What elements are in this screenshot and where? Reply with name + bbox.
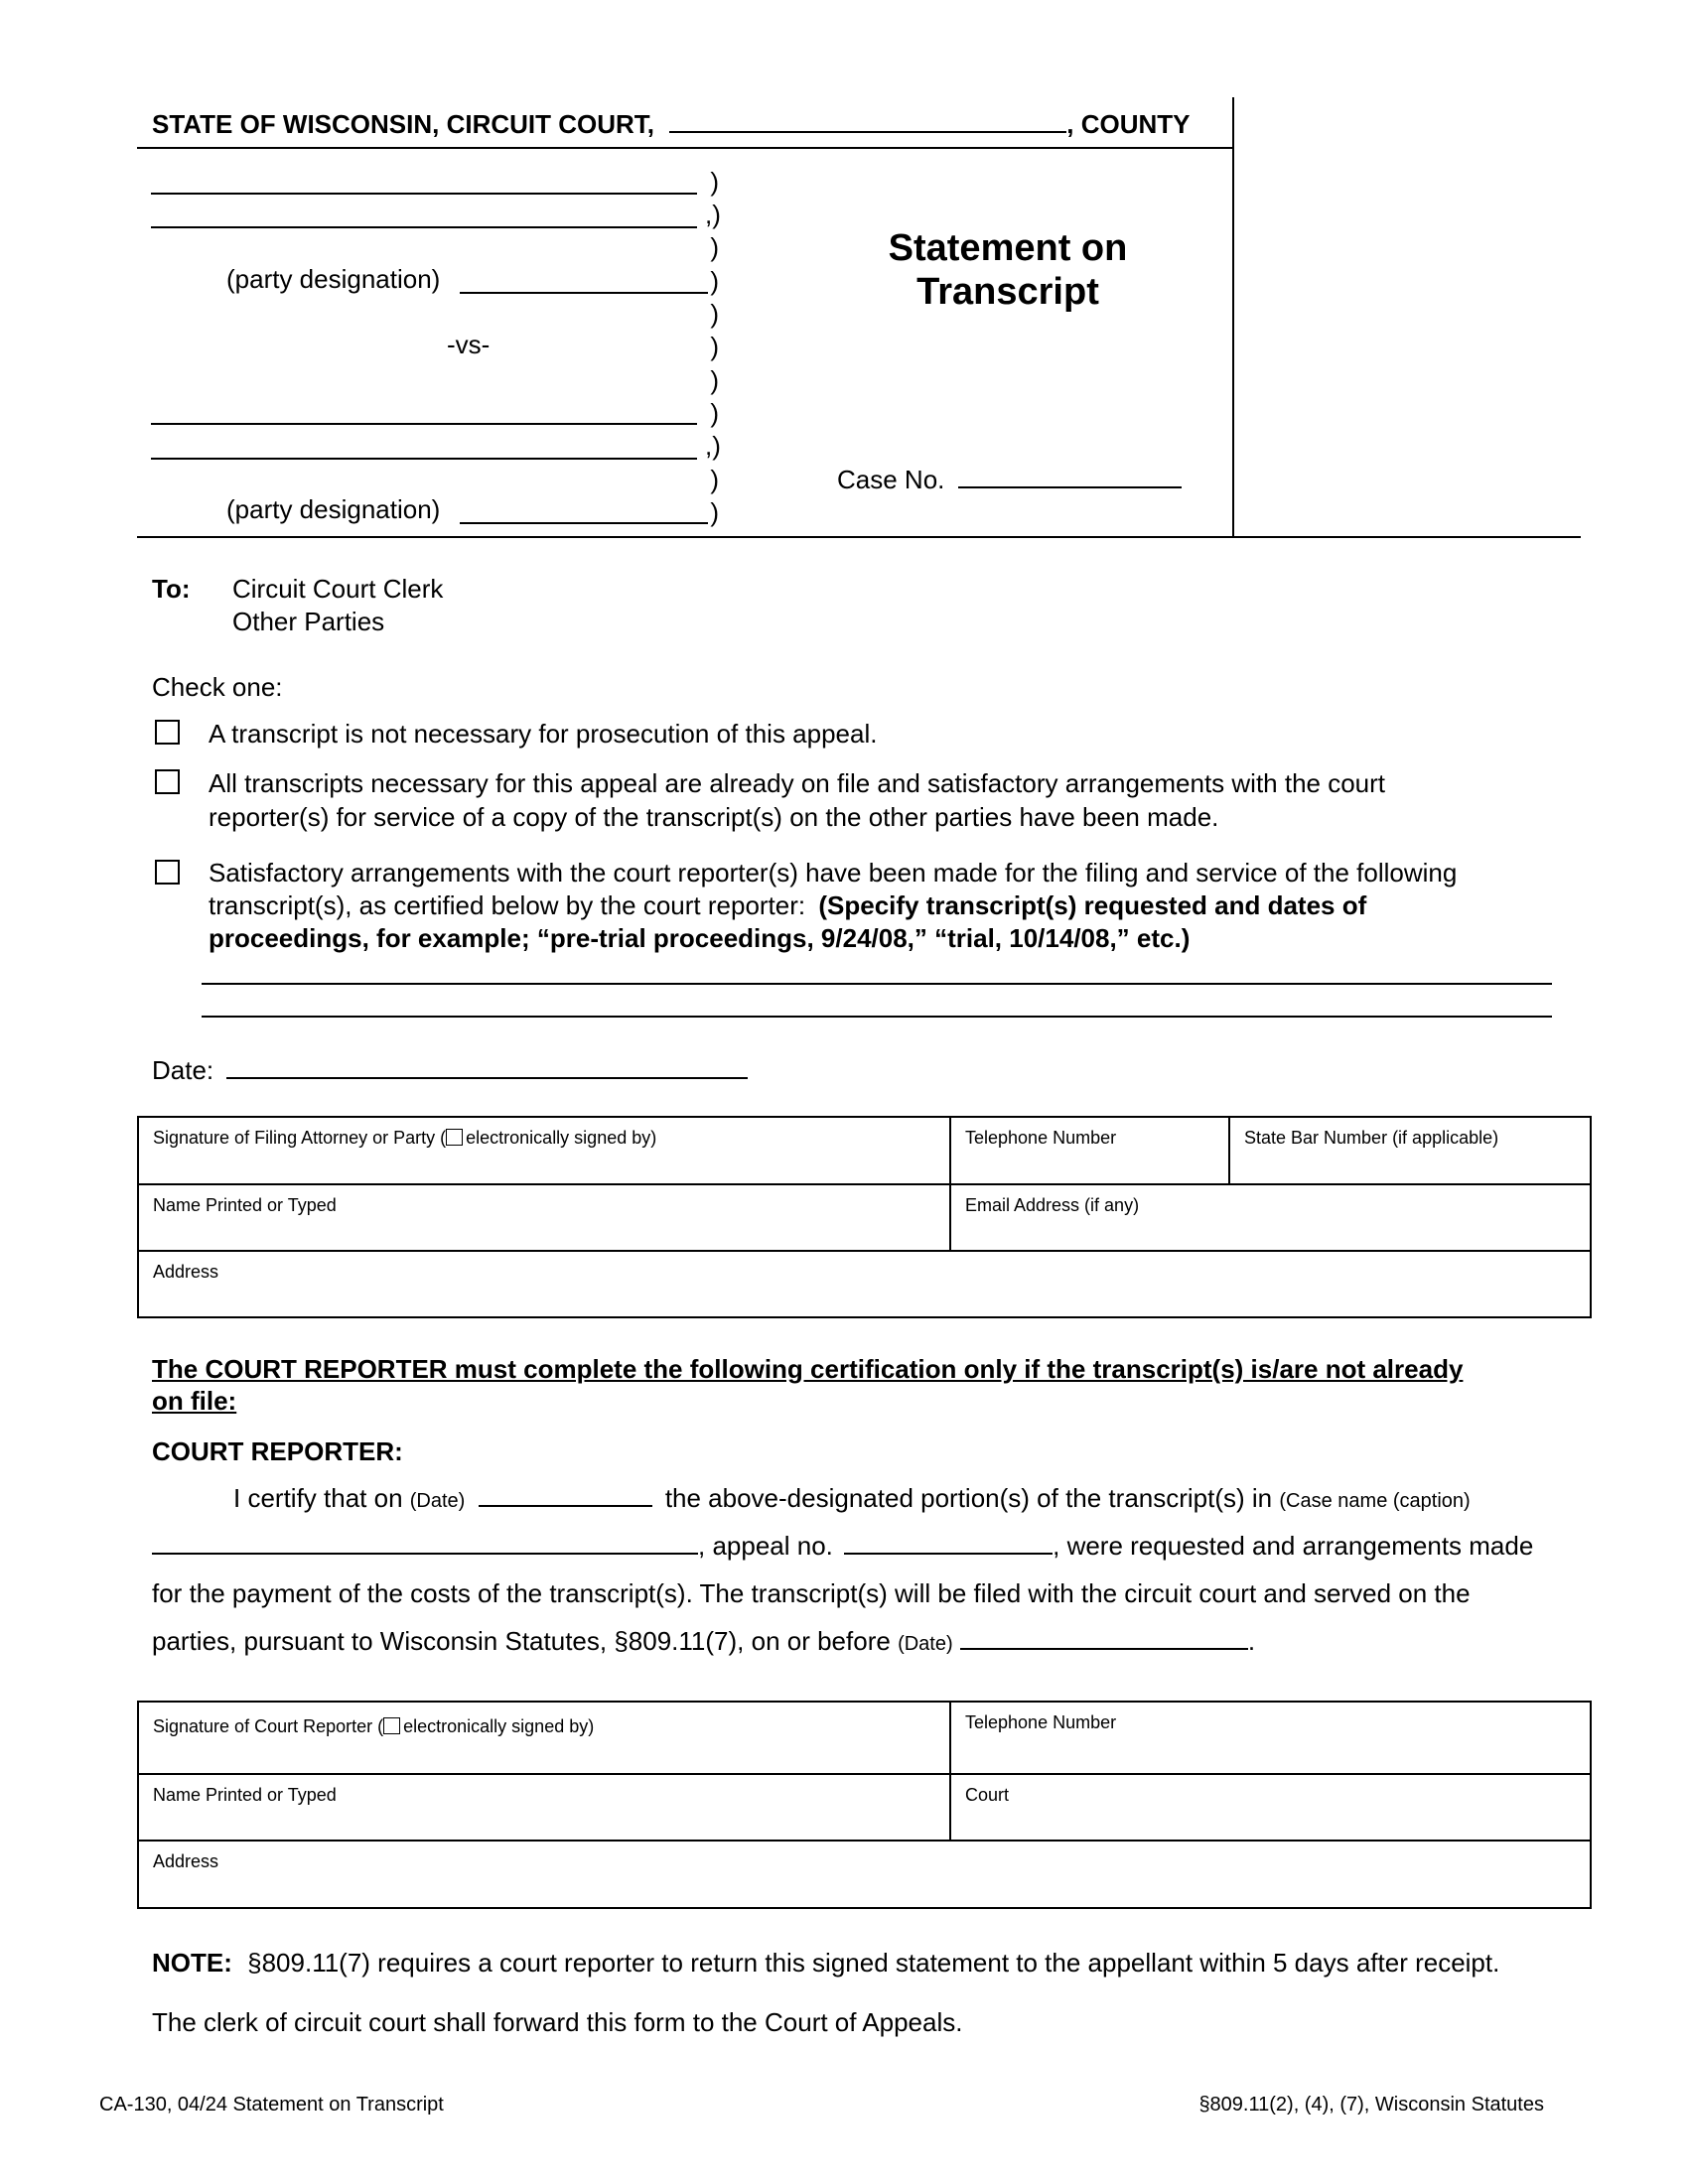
form-title xyxy=(794,226,1221,314)
defendant-name-line-2[interactable] xyxy=(151,458,697,460)
reporter-instruction-heading xyxy=(152,1353,1463,1417)
note-text: §809.11(7) requires a court reporter to return this signed statement to the appellant within 5 days after receipt. xyxy=(247,1948,1500,1978)
caption-vertical-rule xyxy=(1232,97,1234,536)
certification-line-2 xyxy=(152,1531,1533,1562)
plaintiff-designation-line[interactable] xyxy=(460,292,708,294)
cert-text: . xyxy=(1247,1626,1256,1656)
cert-text: , were requested and arrangements made xyxy=(1053,1531,1534,1561)
certification-line-3: for the payment of the costs of the transcript(s). The transcript(s) will be filed with the circuit court and served on the xyxy=(152,1578,1471,1608)
option-arrangements-line-2-bold: (Specify transcript(s) requested and dates of xyxy=(818,890,1367,920)
filer-bar-number-cell[interactable] xyxy=(1229,1117,1591,1184)
reporter-electronic-checkbox[interactable] xyxy=(383,1717,400,1734)
to-recipient: Other Parties xyxy=(232,607,385,636)
caption-paren: ) xyxy=(710,299,719,329)
case-number-field[interactable] xyxy=(958,486,1182,488)
to-label: To: xyxy=(152,574,191,604)
filer-name-label: Name Printed or Typed xyxy=(153,1195,337,1215)
option-arrangements-made-checkbox[interactable] xyxy=(155,860,180,885)
cert-request-date-field[interactable] xyxy=(479,1505,652,1507)
cert-filing-date-field[interactable] xyxy=(960,1648,1248,1650)
cert-date-hint: (Date) xyxy=(898,1633,953,1655)
filer-email-label: Email Address (if any) xyxy=(965,1195,1140,1215)
footer-form-id: CA-130, 04/24 Statement on Transcript xyxy=(99,2094,444,2116)
defendant-name-line-1[interactable] xyxy=(151,423,697,425)
plaintiff-designation-label: (party designation) xyxy=(226,264,441,294)
reporter-signature-label: Signature of Court Reporter ( xyxy=(153,1716,384,1736)
cert-text: , appeal no. xyxy=(698,1531,833,1561)
reporter-telephone-label: Telephone Number xyxy=(965,1712,1117,1732)
reporter-electronic-label: electronically signed by) xyxy=(403,1716,595,1736)
defendant-designation-line[interactable] xyxy=(460,522,708,524)
date-field[interactable] xyxy=(226,1077,748,1079)
plaintiff-name-line-1[interactable] xyxy=(151,193,697,195)
check-one-label: Check one: xyxy=(152,672,283,702)
reporter-signature-table xyxy=(137,1701,1592,1909)
reporter-address-label: Address xyxy=(153,1851,219,1871)
case-number xyxy=(837,465,1182,495)
footer-statutes: §809.11(2), (4), (7), Wisconsin Statutes xyxy=(1198,2094,1544,2116)
caption-paren: ) xyxy=(710,465,719,494)
filer-bar-number-label: State Bar Number (if applicable) xyxy=(1244,1128,1499,1148)
caption-paren: ) xyxy=(710,365,719,395)
reporter-name-label: Name Printed or Typed xyxy=(153,1785,337,1805)
caption-paren: ,) xyxy=(705,200,721,229)
caption-paren: ) xyxy=(710,266,719,296)
certification-line-1 xyxy=(233,1483,1471,1514)
filer-address-label: Address xyxy=(153,1262,219,1282)
court-header xyxy=(152,109,1191,140)
court-prefix: STATE OF WISCONSIN, CIRCUIT COURT, xyxy=(152,109,655,139)
cert-date-hint: (Date) xyxy=(409,1490,466,1512)
reporter-court-cell[interactable] xyxy=(950,1774,1591,1841)
defendant-designation-label: (party designation) xyxy=(226,494,441,524)
form-title-line-1: Statement on xyxy=(888,227,1128,269)
reporter-name-cell[interactable] xyxy=(138,1774,950,1841)
date-label: Date: xyxy=(152,1055,214,1085)
form-title-line-2: Transcript xyxy=(916,271,1099,313)
filer-signature-cell[interactable] xyxy=(138,1117,950,1184)
reporter-instruction-line-1: The COURT REPORTER must complete the following certification only if the transcript(s) is/are not already xyxy=(152,1354,1464,1384)
filer-telephone-cell[interactable] xyxy=(950,1117,1229,1184)
caption-paren: ) xyxy=(710,497,719,527)
clerk-note: The clerk of circuit court shall forward this form to the Court of Appeals. xyxy=(152,2007,963,2037)
reporter-telephone-cell[interactable] xyxy=(950,1702,1591,1774)
cert-case-name-field[interactable] xyxy=(152,1553,698,1555)
court-reporter-title: COURT REPORTER: xyxy=(152,1436,403,1466)
filer-email-cell[interactable] xyxy=(950,1184,1591,1251)
filer-electronic-checkbox[interactable] xyxy=(446,1129,463,1146)
to-recipient: Circuit Court Clerk xyxy=(232,574,444,604)
option-arrangements-line-2 xyxy=(209,890,1366,921)
filer-telephone-label: Telephone Number xyxy=(965,1128,1117,1148)
filer-electronic-label: electronically signed by) xyxy=(466,1128,657,1148)
option-arrangements-line-3: proceedings, for example; “pre-trial proceedings, 9/24/08,” “trial, 10/14/08,” etc.) xyxy=(209,923,1191,953)
reporter-instruction-line-2: on file: xyxy=(152,1386,237,1416)
cert-case-hint: (Case name (caption) xyxy=(1279,1490,1471,1512)
cert-text: I certify that on xyxy=(233,1483,403,1513)
caption-bottom-rule xyxy=(137,536,1581,538)
transcript-spec-line-1[interactable] xyxy=(202,983,1552,985)
option-arrangements-line-1: Satisfactory arrangements with the court reporter(s) have been made for the filing and service of the following xyxy=(209,858,1458,887)
option-already-on-file-line-2: reporter(s) for service of a copy of the transcript(s) on the other parties have been made. xyxy=(209,802,1219,832)
caption-paren: ) xyxy=(710,167,719,197)
caption-paren: ,) xyxy=(705,431,721,461)
caption-paren: ) xyxy=(710,398,719,428)
reporter-court-label: Court xyxy=(965,1785,1010,1805)
filer-address-cell[interactable] xyxy=(138,1251,1591,1317)
versus-label: -vs- xyxy=(447,330,491,359)
cert-text: parties, pursuant to Wisconsin Statutes, §809.11(7), on or before xyxy=(152,1626,891,1656)
cert-text: the above-designated portion(s) of the transcript(s) in xyxy=(664,1483,1273,1513)
transcript-spec-line-2[interactable] xyxy=(202,1016,1552,1018)
filer-signature-label: Signature of Filing Attorney or Party ( xyxy=(153,1128,447,1148)
option-already-on-file-line-1: All transcripts necessary for this appeal are already on file and satisfactory arrangements with the court xyxy=(209,768,1386,798)
certification-line-4 xyxy=(152,1626,1255,1657)
filer-signature-table xyxy=(137,1116,1592,1318)
case-number-label: Case No. xyxy=(837,465,945,494)
header-rule xyxy=(137,147,1233,149)
plaintiff-name-line-2[interactable] xyxy=(151,226,697,228)
date-row xyxy=(152,1055,748,1086)
reporter-signature-cell[interactable] xyxy=(138,1702,950,1774)
option-arrangements-line-2-text: transcript(s), as certified below by the court reporter: xyxy=(209,890,806,920)
filer-name-cell[interactable] xyxy=(138,1184,950,1251)
reporter-address-cell[interactable] xyxy=(138,1841,1591,1908)
option-not-necessary-text: A transcript is not necessary for prosecution of this appeal. xyxy=(209,719,878,749)
note xyxy=(152,1948,1499,1979)
option-not-necessary-checkbox[interactable] xyxy=(155,720,180,745)
cert-appeal-number-field[interactable] xyxy=(844,1553,1053,1555)
caption-paren: ) xyxy=(710,232,719,262)
option-already-on-file-checkbox[interactable] xyxy=(155,769,180,794)
county-name-field[interactable] xyxy=(669,131,1066,133)
note-label: NOTE: xyxy=(152,1948,232,1978)
county-label: , COUNTY xyxy=(1066,109,1191,139)
caption-paren: ) xyxy=(710,332,719,361)
